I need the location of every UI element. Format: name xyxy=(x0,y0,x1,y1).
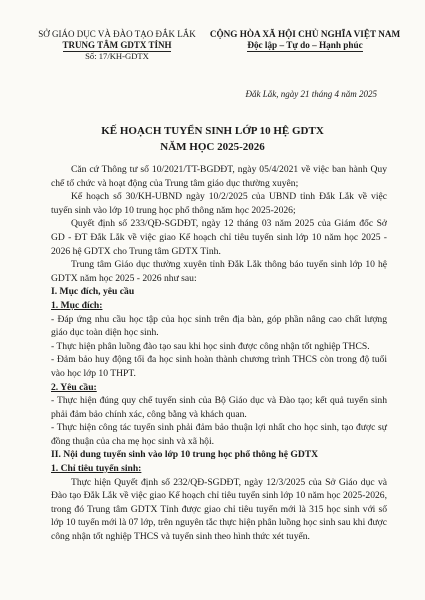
bullet-item: - Đáp ứng nhu cầu học tập của học sinh trên địa bàn, góp phần nâng cao chất lượng giáo dục toàn diện học sinh. xyxy=(51,313,387,339)
document-number: Số: 17/KH-GDTX xyxy=(85,51,149,61)
paragraph-legal-basis-3: Quyết định số 233/QĐ-SGDĐT, ngày 12 tháng 03 năm 2025 của Giám đốc Sở GD - ĐT Đắk Lắk về việc giao Kế hoạch chỉ tiêu tuyển sinh lớp 10 năm học 2025 - 2026 hệ GDTX cho Trung tâm GDTX Tỉnh. xyxy=(51,218,387,257)
paragraph-legal-basis-1: Căn cứ Thông tư số 10/2021/TT-BGDĐT, ngày 05/4/2021 về việc ban hành Quy chế tổ chức và hoạt động của Trung tâm giáo dục thường xuyên; xyxy=(51,164,387,189)
agency-unit: TRUNG TÂM GDTX TỈNH xyxy=(62,40,172,50)
subsection-heading-quota: 1. Chỉ tiêu tuyển sinh: xyxy=(51,463,142,475)
document-header xyxy=(0,29,425,73)
document-date: Đắk Lắk, ngày 21 tháng 4 năm 2025 xyxy=(245,89,377,99)
paragraph-legal-basis-2: Kế hoạch số 30/KH-UBND ngày 10/2/2025 của UBND tỉnh Đắk Lắk về việc tuyển sinh vào lớp 10 trung học phổ thông năm học 2025-2026; xyxy=(51,191,387,216)
document-title: KẾ HOẠCH TUYỂN SINH LỚP 10 HỆ GDTX xyxy=(101,125,324,137)
bullet-item: - Thực hiện công tác tuyển sinh phải đảm bảo thuận lợi nhất cho học sinh, tạo được sự đồng thuận của cha mẹ học sinh và xã hội. xyxy=(51,422,387,447)
subsection-heading-requirements: 2. Yêu cầu: xyxy=(51,381,97,393)
bullet-item: - Thực hiện đúng quy chế tuyển sinh của Bộ Giáo dục và Đào tạo; kết quả tuyển sinh phải đảm bảo chính xác, công bằng và khách quan. xyxy=(51,395,387,420)
section-heading-2: II. Nội dung tuyển sinh vào lớp 10 trung học phổ thông hệ GDTX xyxy=(51,449,319,461)
document-subtitle: NĂM HỌC 2025-2026 xyxy=(160,141,265,153)
document-body xyxy=(51,163,387,544)
bullet-item: - Đảm bảo huy động tối đa học sinh hoàn thành chương trình THCS còn trong độ tuổi vào học lớp 10 THPT. xyxy=(51,354,387,379)
section-heading-1: I. Mục đích, yêu cầu xyxy=(51,286,135,298)
subsection-heading-purpose: 1. Mục đích: xyxy=(51,299,103,311)
issuing-agency: SỞ GIÁO DỤC VÀ ĐÀO TẠO ĐẮK LẮK xyxy=(38,29,196,39)
national-title: CỘNG HÒA XÃ HỘI CHỦ NGHĨA VIỆT NAM xyxy=(209,29,401,39)
bullet-item: - Thực hiện phân luồng đào tạo sau khi học sinh được công nhận tốt nghiệp THCS. xyxy=(51,340,370,352)
paragraph-quota: Thực hiện Quyết định số 232/QĐ-SGDĐT, ngày 12/3/2025 của Sở Giáo dục và Đào tạo Đắk Lắk về việc giao Kế hoạch chỉ tiêu tuyển sinh lớp 10 năm học 2025-2026, trong đó Trung tâm GDTX Tỉnh được giao chỉ tiêu tuyển mới là 315 học sinh với số lớp 10 tuyển mới là 07 lớp, trên nguyên tắc thực hiện phân luồng học sinh sau khi được công nhận tốt nghiệp THCS và tuyển sinh theo hình thức xét tuyển. xyxy=(51,476,387,543)
paragraph-announcement: Trung tâm Giáo dục thường xuyên tỉnh Đắk Lắk thông báo tuyển sinh lớp 10 hệ GDTX năm học 2025 - 2026 như sau: xyxy=(51,259,387,284)
national-motto: Độc lập – Tự do – Hạnh phúc xyxy=(247,40,363,50)
